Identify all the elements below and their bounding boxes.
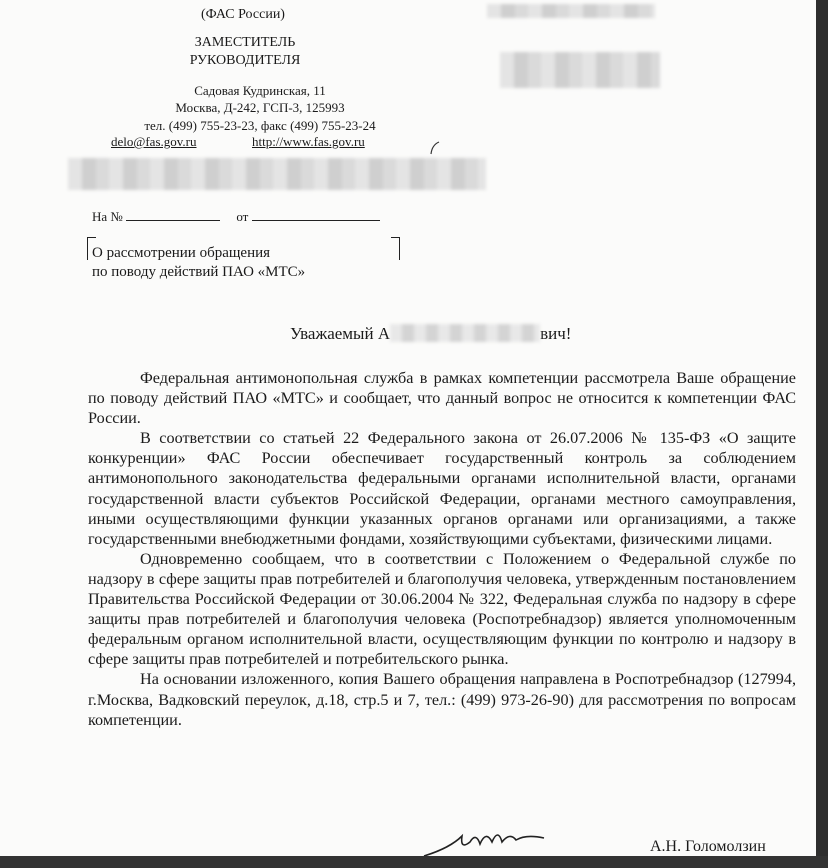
pen-mark-icon [428, 140, 442, 156]
scan-edge-bottom [0, 856, 828, 868]
reference-line [92, 208, 380, 225]
reference-date-blank [252, 208, 380, 221]
position-line-2: РУКОВОДИТЕЛЯ [189, 53, 301, 68]
salutation-suffix: вич! [540, 324, 572, 343]
email-link[interactable]: delo@fas.gov.ru [111, 134, 197, 149]
paragraph-3: Одновременно сообщаем, что в соответствии с Положением о Федеральной службе по надзору в сфере защиты прав потребителей и благополучия человека, утвержденным постановлением Правительства Российской Федерации от 30.06.2004 № 322, Федеральная служба по надзору в сфере защиты прав потребителей и благополучия человека (Роспотребнадзор) является уполномоченным федеральным органом исполнительной власти, осуществляющим функции по контролю и надзору в сфере защиты прав потребителей и потребительского рынка. [88, 549, 796, 669]
signature [420, 820, 550, 856]
phone-line: тел. (499) 755-23-23, факс (499) 755-23-24 [144, 118, 376, 133]
redacted-recipient-address [68, 158, 486, 190]
website-link[interactable]: http://www.fas.gov.ru [252, 134, 365, 149]
salutation-prefix: Уважаемый А [290, 324, 391, 343]
letter-body [88, 368, 796, 730]
reference-number-label: На № [92, 209, 123, 224]
subject-line-1: О рассмотрении обращения [92, 245, 271, 261]
reference-number-blank [126, 208, 220, 221]
position-line-1: ЗАМЕСТИТЕЛЬ [194, 35, 296, 50]
subject-block [92, 244, 305, 282]
reference-date-label: от [236, 209, 249, 224]
subject-line-2: по поводу действий ПАО «МТС» [92, 264, 306, 280]
redacted-recipient-mid [500, 52, 660, 88]
paragraph-1: Федеральная антимонопольная служба в рамках компетенции рассмотрела Ваше обращение по поводу действий ПАО «МТС» и сообщает, что данный вопрос не относится к компетенции ФАС России. [88, 369, 796, 428]
address-line-1: Садовая Кудринская, 11 [194, 83, 326, 98]
signer-name: А.Н. Голомолзин [650, 838, 766, 855]
paragraph-4: На основании изложенного, копия Вашего обращения направлена в Роспотребнадзор (127994, г.Москва, Вадковский переулок, д.18, стр.5 и 7, тел.: (499) 973-26-90) для рассмотрения по вопросам компетенции. [88, 670, 796, 729]
salutation [290, 324, 571, 344]
subject-bracket-right [391, 237, 400, 260]
scan-edge-right [816, 0, 828, 868]
paragraph-2: В соответствии со статьей 22 Федерального закона от 26.07.2006 № 135-ФЗ «О защите конкуренции» ФАС России обеспечивает государственный контроль за соблюдением антимонопольного законодательства федеральными органами исполнительной власти, органами государственной власти субъектов Российской Федерации, органами местного самоуправления, иными осуществляющими функции указанных органов органами или организациями, а также государственными внебюджетными фондами, хозяйствующими субъектами, физическими лицами. [88, 429, 796, 548]
agency-name: (ФАС России) [201, 7, 285, 22]
address-line-2: Москва, Д-242, ГСП-3, 125993 [175, 100, 345, 115]
redacted-recipient-top [487, 4, 655, 18]
redacted-name [390, 324, 540, 342]
